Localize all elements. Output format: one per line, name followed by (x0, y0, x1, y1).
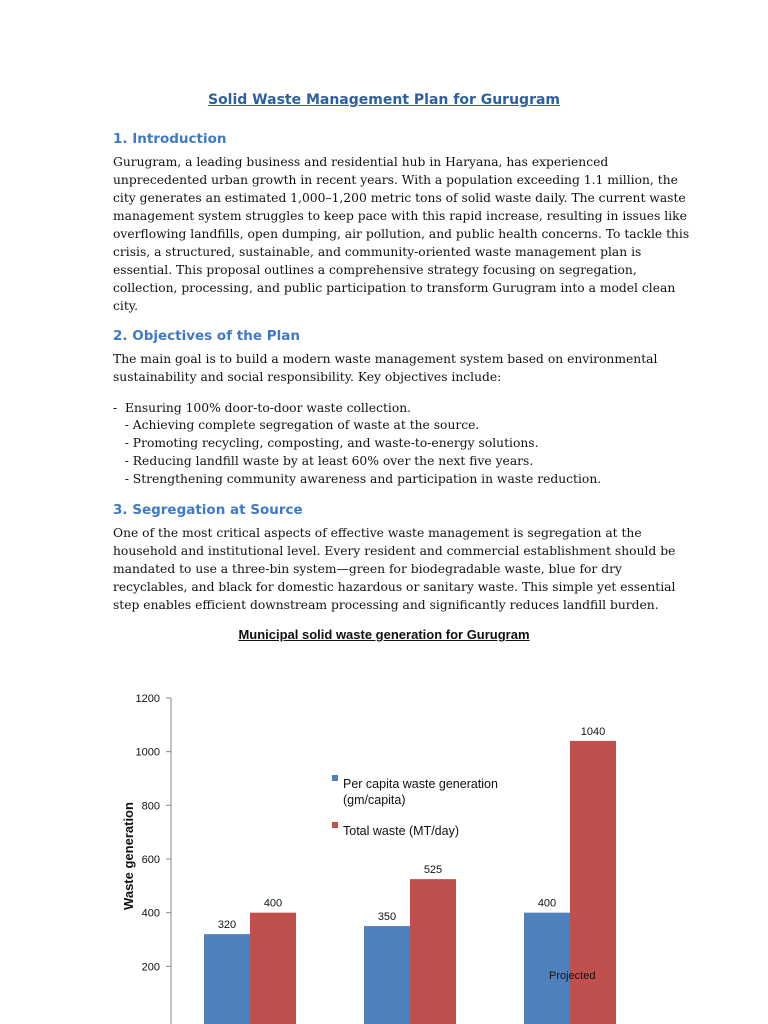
bar-per-capita (524, 913, 570, 1024)
document-title: Solid Waste Management Plan for Gurugram (207, 92, 561, 108)
section-heading-objectives: 2. Objectives of the Plan (113, 328, 300, 344)
section-heading-segregation: 3. Segregation at Source (113, 502, 303, 518)
bar-total-waste (410, 879, 456, 1024)
text-line: overflowing landfills, open dumping, air pollution, and public health concerns. To tackle this (113, 227, 690, 241)
legend-swatch (332, 775, 338, 781)
text-line: The main goal is to build a modern waste management system based on environmental (113, 352, 658, 366)
text-line: collection, processing, and public participation to transform Gurugram into a model clean (113, 281, 676, 295)
section-heading-introduction: 1. Introduction (113, 131, 227, 147)
legend-label: Per capita waste generation (343, 777, 498, 791)
bar-per-capita (364, 926, 410, 1024)
bar-per-capita (204, 934, 250, 1024)
text-line: crisis, a structured, sustainable, and community-oriented waste management plan is (113, 245, 642, 259)
text-line: essential. This proposal outlines a comprehensive strategy focusing on segregation, (113, 263, 637, 277)
text-line: household and institutional level. Every resident and commercial establishment should be (113, 544, 676, 558)
text-line: city. (113, 299, 138, 313)
legend-label: (gm/capita) (343, 793, 406, 807)
text-line: One of the most critical aspects of effective waste management is segregation at the (113, 526, 642, 540)
y-axis-label: Waste generation (121, 802, 136, 910)
bar-total-waste (250, 913, 296, 1024)
bullet-item: - Reducing landfill waste by at least 60% over the next five years. (113, 454, 534, 468)
bullet-item: - Promoting recycling, composting, and waste-to-energy solutions. (113, 436, 539, 450)
y-tick-label: 800 (141, 800, 160, 813)
text-line: step enables efficient downstream processing and significantly reduces landfill burden. (113, 598, 659, 612)
bullet-item: - Ensuring 100% door-to-door waste collection. (113, 401, 412, 415)
data-label: 400 (537, 897, 557, 910)
y-tick-label: 1200 (135, 693, 160, 705)
data-label: 400 (263, 897, 283, 910)
text-line: sustainability and social responsibility. Key objectives include: (113, 370, 502, 384)
bullet-item: - Achieving complete segregation of waste at the source. (113, 418, 480, 432)
y-tick-label: 200 (141, 961, 160, 974)
text-line: recyclables, and black for domestic hazardous or sanitary waste. This simple yet essential (113, 580, 676, 594)
data-label: 320 (217, 919, 237, 932)
text-line: Gurugram, a leading business and residential hub in Haryana, has experienced (113, 155, 609, 169)
y-tick-label: 600 (141, 854, 160, 866)
text-line: mandated to use a three-bin system—green for biodegradable waste, blue for dry (113, 562, 622, 576)
text-line: management system struggles to keep pace with this rapid increase, resulting in issues like (113, 209, 687, 223)
y-tick-label: 400 (141, 907, 160, 920)
legend-swatch (332, 822, 338, 828)
annotation-projected: Projected (549, 970, 596, 982)
bullet-item: - Strengthening community awareness and participation in waste reduction. (113, 472, 602, 486)
text-line: city generates an estimated 1,000–1,200 metric tons of solid waste daily. The current waste (113, 191, 686, 205)
legend-label: Total waste (MT/day) (343, 824, 460, 838)
data-label: 350 (377, 911, 397, 924)
y-tick-label: 1000 (135, 746, 160, 759)
data-label: 525 (423, 864, 443, 877)
text-line: unprecedented urban growth in recent years. With a population exceeding 1.1 million, the (113, 173, 678, 187)
chart-title: Municipal solid waste generation for Gurugram (238, 627, 530, 642)
data-label: 1040 (580, 725, 606, 738)
